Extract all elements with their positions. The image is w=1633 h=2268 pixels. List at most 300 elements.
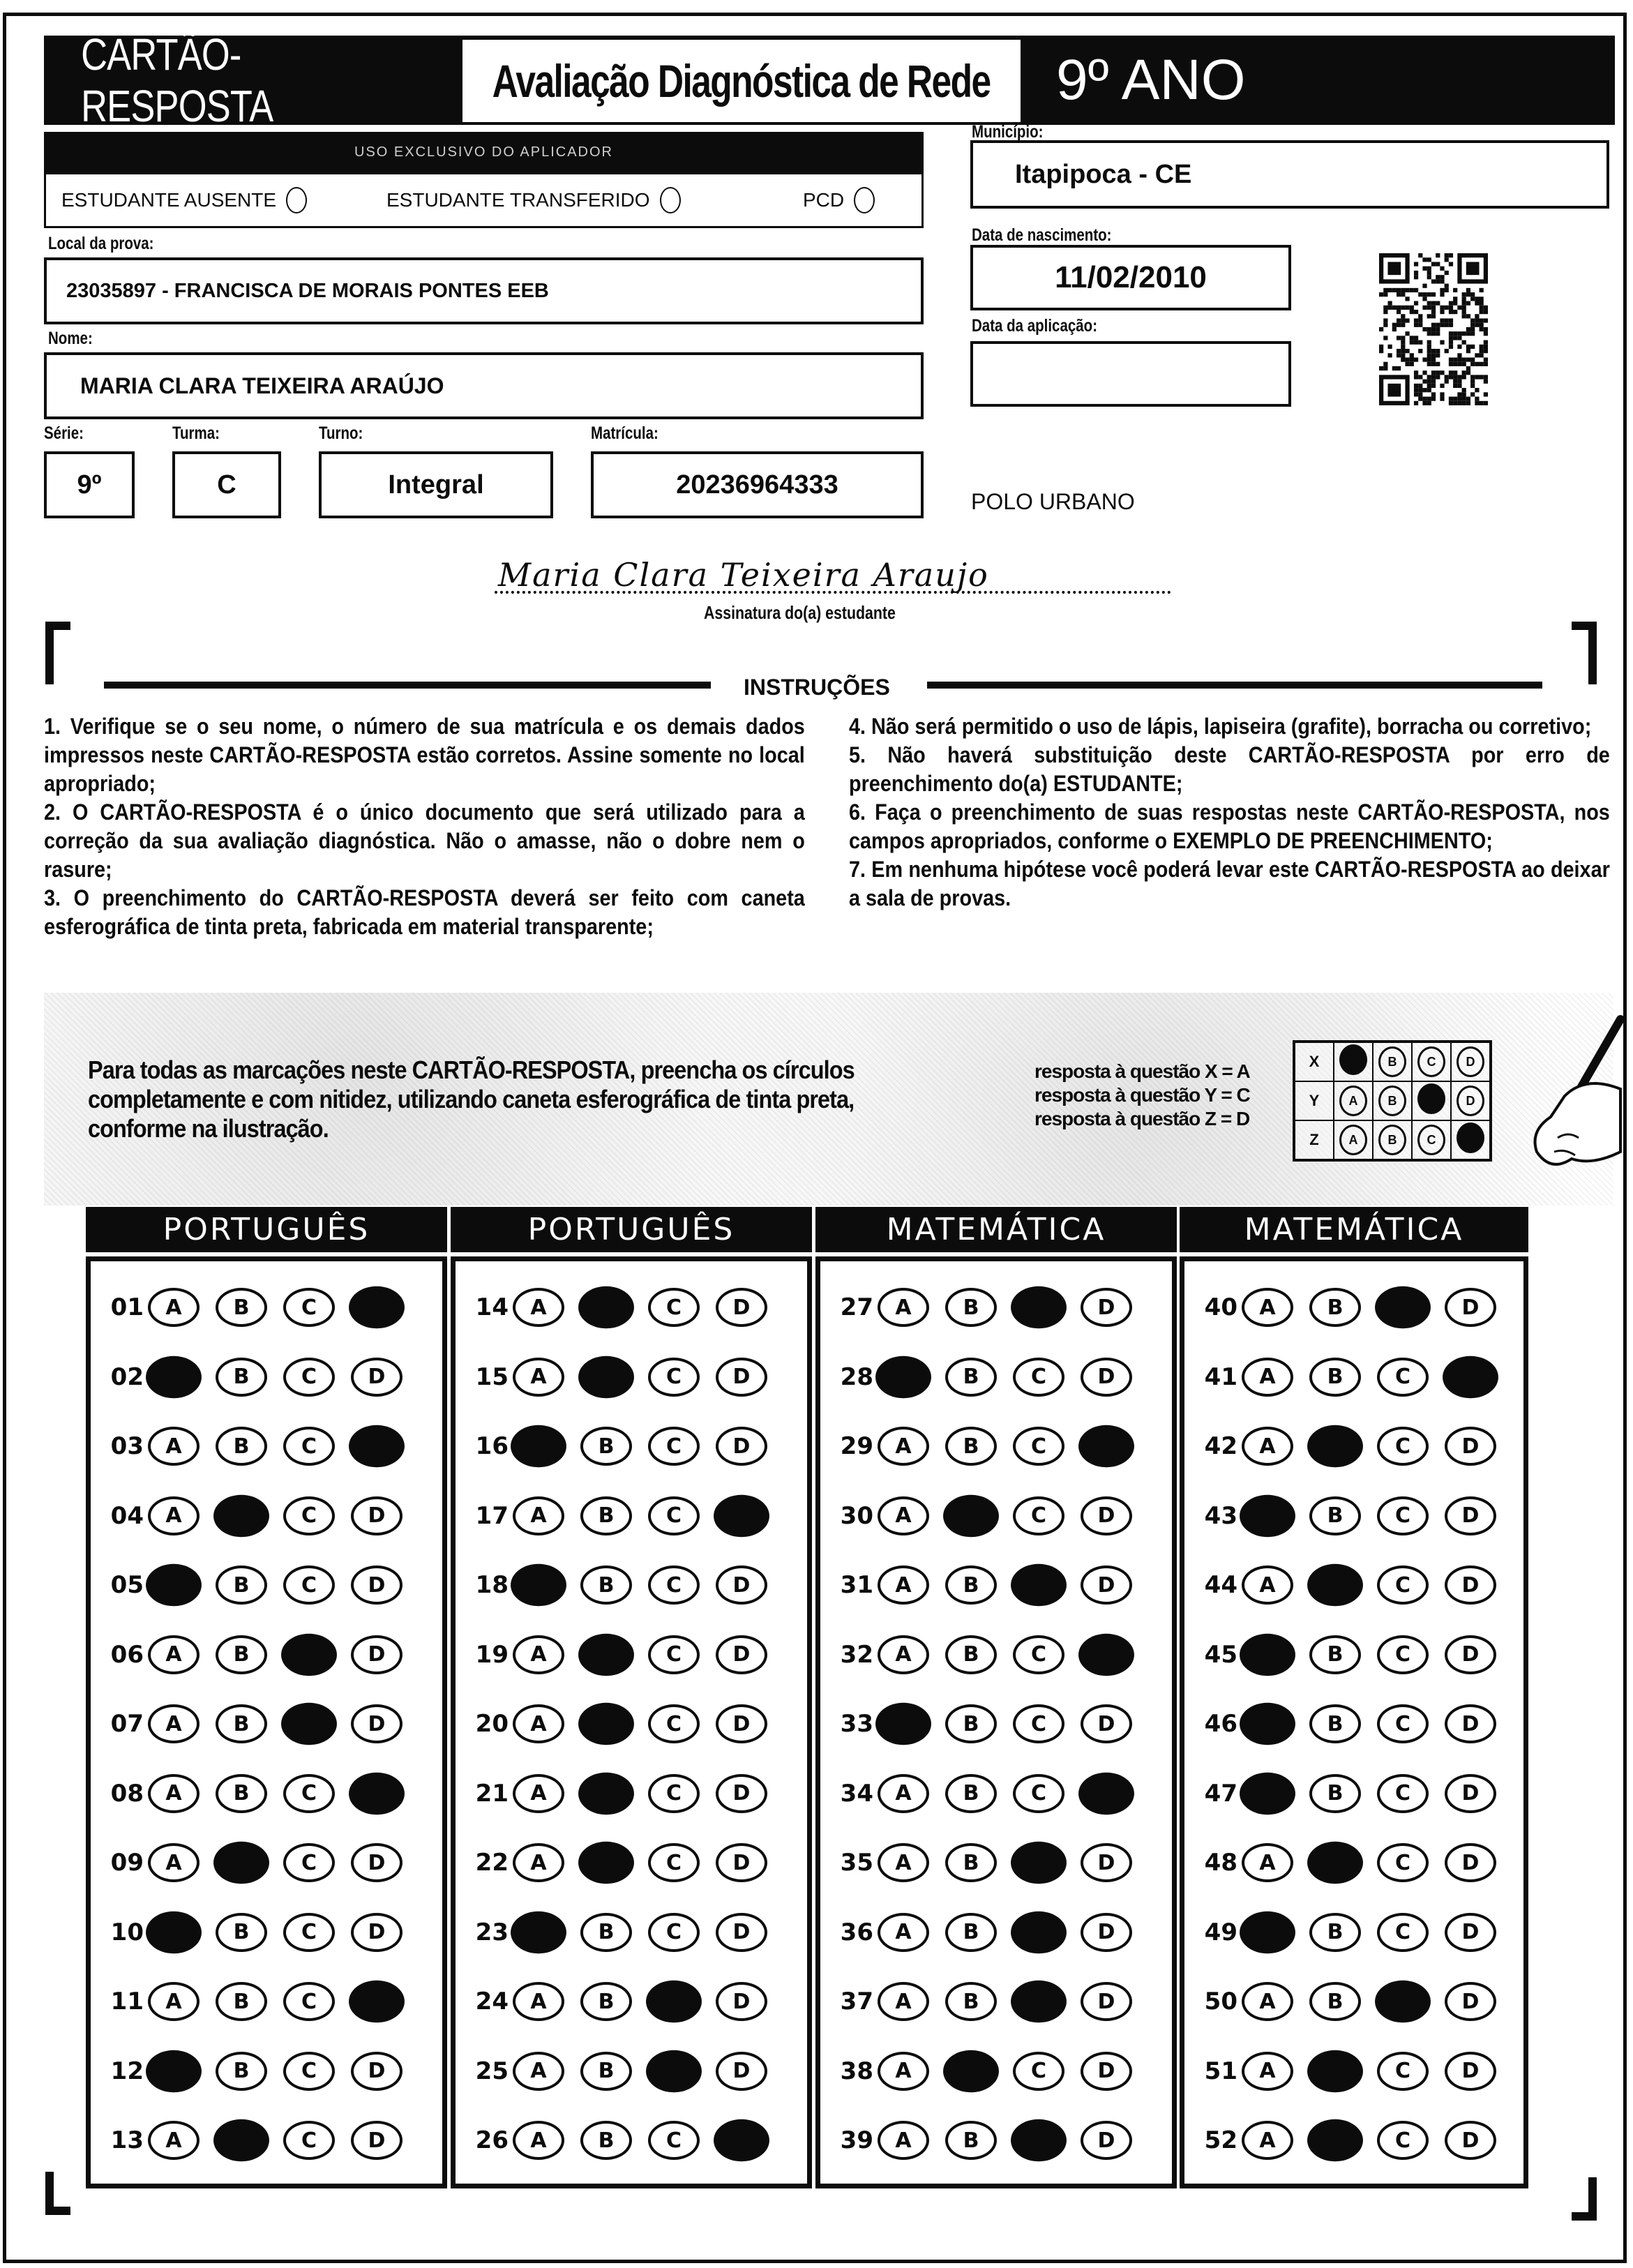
answer-bubble-d[interactable]: D	[351, 1358, 402, 1397]
answer-bubble-b[interactable]	[1307, 1564, 1363, 1606]
answer-bubble-d[interactable]: D	[716, 2052, 767, 2091]
answer-bubble-b[interactable]: B	[580, 1565, 632, 1605]
question-row	[829, 1835, 1148, 1891]
answer-bubble-d[interactable]: D	[716, 1565, 767, 1605]
answer-bubble-b[interactable]	[943, 1494, 999, 1536]
answer-bubble-a[interactable]: A	[1242, 2052, 1293, 2091]
answer-bubble-d[interactable]: D	[1445, 1496, 1496, 1535]
question-row	[99, 1905, 419, 1960]
qr-module	[1436, 327, 1440, 331]
answer-bubble-a[interactable]	[146, 1355, 202, 1397]
answer-bubble-b[interactable]: B	[580, 1496, 632, 1535]
answer-bubble-d[interactable]: D	[716, 1843, 767, 1882]
answer-bubble-c[interactable]: C	[648, 1565, 700, 1605]
answer-bubble-a[interactable]: A	[513, 1496, 564, 1535]
answer-bubble-c[interactable]: C	[283, 1288, 335, 1327]
answer-bubble-a[interactable]: A	[878, 1565, 929, 1605]
answer-bubble-c[interactable]	[1011, 1981, 1067, 2022]
answer-bubble-c[interactable]: C	[283, 2052, 335, 2091]
qr-module	[1414, 310, 1418, 314]
answer-bubble-d[interactable]	[1078, 1425, 1134, 1467]
answer-bubble-a[interactable]: A	[513, 1358, 564, 1397]
answer-bubble-c[interactable]	[281, 1703, 337, 1745]
answer-bubble-b[interactable]: B	[945, 1704, 997, 1743]
qr-module	[1427, 388, 1431, 392]
answer-bubble-d[interactable]: D	[351, 1496, 402, 1535]
answer-bubble-b[interactable]: B	[216, 1288, 267, 1327]
answer-bubble-d[interactable]: D	[1081, 1843, 1132, 1882]
answer-bubble-a[interactable]	[1240, 1772, 1295, 1814]
answer-bubble-b[interactable]: B	[216, 1913, 267, 1952]
answer-bubble-b[interactable]: B	[216, 1774, 267, 1813]
answer-bubble-d[interactable]: D	[1081, 2121, 1132, 2160]
answer-bubble-c[interactable]: C	[1377, 1358, 1429, 1397]
answer-bubble-d[interactable]: D	[1445, 1913, 1496, 1952]
answer-bubble-a[interactable]	[511, 1425, 566, 1467]
radio-circle-icon[interactable]	[660, 187, 681, 213]
qr-module	[1466, 397, 1470, 401]
answer-bubble-d[interactable]	[349, 1286, 405, 1328]
answer-bubble-d[interactable]: D	[351, 1843, 402, 1882]
answer-bubble-a[interactable]	[1240, 1633, 1295, 1675]
answer-bubble-c[interactable]: C	[283, 1427, 335, 1466]
answer-bubble-b[interactable]: B	[945, 1427, 997, 1466]
answer-bubble-b[interactable]	[578, 1286, 634, 1328]
answer-bubble-c[interactable]: C	[1013, 1635, 1064, 1674]
answer-bubble-c[interactable]	[1011, 2119, 1067, 2161]
answer-bubble-c[interactable]	[1011, 1286, 1067, 1328]
qr-module	[1436, 275, 1440, 279]
answer-bubble-d[interactable]	[714, 1494, 769, 1536]
answer-bubble-a[interactable]: A	[878, 1982, 929, 2021]
answer-bubble-a[interactable]: A	[148, 2121, 200, 2160]
qr-module	[1418, 392, 1422, 396]
option-student-absent[interactable]	[61, 187, 307, 213]
question-number: 07	[110, 1710, 144, 1738]
answer-bubble-a[interactable]: A	[513, 2052, 564, 2091]
qr-module	[1466, 327, 1470, 331]
answer-bubble-c[interactable]: C	[1377, 2052, 1429, 2091]
answer-bubble-d[interactable]	[349, 1425, 405, 1467]
answer-bubble-a[interactable]	[511, 1911, 566, 1953]
answer-bubble-b[interactable]: B	[945, 1774, 997, 1813]
answer-bubble-a[interactable]: A	[878, 1288, 929, 1327]
answer-bubble-a[interactable]: A	[1242, 1982, 1293, 2021]
qr-module	[1422, 292, 1427, 296]
answer-bubble-d[interactable]: D	[351, 1704, 402, 1743]
question-number: 03	[110, 1432, 144, 1460]
answer-bubble-d[interactable]: D	[351, 1635, 402, 1674]
answer-bubble-d[interactable]: D	[351, 1565, 402, 1605]
question-row	[99, 1488, 419, 1544]
answer-bubble-c[interactable]: C	[1377, 2121, 1429, 2160]
question-number: 19	[475, 1640, 509, 1669]
answer-bubble-d[interactable]: D	[1081, 1704, 1132, 1743]
answer-bubble-a[interactable]: A	[1242, 1427, 1293, 1466]
answer-bubble-b[interactable]	[578, 1703, 634, 1745]
answer-bubble-b[interactable]: B	[1309, 1774, 1361, 1813]
example-question-label: Y	[1294, 1081, 1334, 1120]
question-number: 31	[840, 1571, 873, 1599]
answer-bubble-c[interactable]	[1375, 1286, 1431, 1328]
answer-bubble-d[interactable]: D	[351, 1913, 402, 1952]
answer-bubble-b[interactable]: B	[945, 1913, 997, 1952]
qr-module	[1457, 401, 1461, 405]
answer-bubble-c[interactable]: C	[648, 1635, 700, 1674]
answer-bubble-b[interactable]: B	[945, 1982, 997, 2021]
answer-bubble-a[interactable]	[875, 1703, 931, 1745]
answer-bubble-b[interactable]	[578, 1355, 634, 1397]
qr-module	[1431, 301, 1436, 306]
answer-bubble-b[interactable]: B	[945, 1635, 997, 1674]
answer-bubble-c[interactable]: C	[648, 1704, 700, 1743]
answer-bubble-c[interactable]: C	[283, 1913, 335, 1952]
answer-bubble-c[interactable]: C	[1377, 1635, 1429, 1674]
qr-module	[1475, 301, 1479, 306]
qr-module	[1457, 357, 1461, 361]
answer-bubble-c[interactable]: C	[1377, 1496, 1429, 1535]
instructions-left	[44, 712, 804, 941]
answer-bubble-a[interactable]: A	[513, 1843, 564, 1882]
answer-bubble-d[interactable]: D	[716, 1982, 767, 2021]
qr-module	[1462, 314, 1466, 318]
qr-module	[1449, 357, 1453, 361]
answer-bubble-a[interactable]: A	[1242, 1358, 1293, 1397]
answer-bubble-d[interactable]	[1078, 1772, 1134, 1814]
answer-bubble-c[interactable]: C	[1377, 1774, 1429, 1813]
answer-bubble-a[interactable]: A	[878, 1774, 929, 1813]
qr-module	[1431, 380, 1436, 384]
answer-bubble-c[interactable]: C	[648, 2121, 700, 2160]
answer-bubble-b[interactable]: B	[216, 1565, 267, 1605]
answer-bubble-a[interactable]	[875, 1355, 931, 1397]
qr-module	[1427, 380, 1431, 384]
qr-module	[1470, 292, 1475, 296]
answer-bubble-d[interactable]: D	[716, 1288, 767, 1327]
answer-bubble-b[interactable]: B	[945, 1288, 997, 1327]
grade-title: 9º ANO	[1056, 48, 1246, 112]
answer-bubble-c[interactable]	[1011, 1842, 1067, 1884]
qr-module	[1457, 345, 1461, 349]
answer-bubble-c[interactable]: C	[283, 2121, 335, 2160]
answer-bubble-a[interactable]: A	[1242, 1565, 1293, 1605]
qr-module	[1397, 310, 1401, 314]
section-header: PORTUGUÊS	[451, 1207, 812, 1252]
qr-module	[1440, 310, 1444, 314]
answer-bubble-c[interactable]: C	[648, 1358, 700, 1397]
answer-bubble-d[interactable]: D	[1081, 1496, 1132, 1535]
answer-bubble-d[interactable]: D	[1081, 1913, 1132, 1952]
turno-label: Turno:	[319, 423, 363, 443]
answer-bubble-c[interactable]: C	[1013, 1358, 1064, 1397]
answer-bubble-d[interactable]: D	[716, 1358, 767, 1397]
answer-bubble-b[interactable]: B	[216, 2052, 267, 2091]
answer-bubble-d[interactable]: D	[351, 2052, 402, 2091]
answer-bubble-b[interactable]: B	[580, 1913, 632, 1952]
answer-bubble-a[interactable]: A	[148, 1982, 200, 2021]
question-number: 05	[110, 1571, 144, 1599]
answer-bubble-b[interactable]	[213, 2119, 269, 2161]
instructions-title: INSTRUÇÕES	[744, 675, 890, 700]
answer-bubble-b[interactable]	[1307, 2119, 1363, 2161]
answer-bubble-d[interactable]: D	[1081, 1288, 1132, 1327]
question-number: 38	[840, 2057, 873, 2085]
answer-bubble-c[interactable]: C	[283, 1774, 335, 1813]
answer-bubble-d[interactable]	[349, 1772, 405, 1814]
hand-with-pen-icon	[1516, 1012, 1627, 1180]
answer-bubble-c[interactable]: C	[1377, 1427, 1429, 1466]
answer-bubble-b[interactable]	[943, 2050, 999, 2091]
answer-bubble-a[interactable]: A	[878, 1843, 929, 1882]
answer-bubble-b[interactable]: B	[216, 1635, 267, 1674]
answer-bubble-b[interactable]	[213, 1494, 269, 1536]
qr-module	[1484, 375, 1488, 379]
answer-bubble-b[interactable]: B	[1309, 1635, 1361, 1674]
answer-bubble-a[interactable]: A	[148, 1288, 200, 1327]
qr-module	[1410, 353, 1414, 357]
qr-module	[1445, 375, 1449, 379]
example-bubble-c: C	[1417, 1046, 1445, 1077]
answer-bubble-d[interactable]: D	[1445, 1635, 1496, 1674]
answer-bubble-b[interactable]: B	[216, 1704, 267, 1743]
answer-bubble-d[interactable]: D	[1081, 1565, 1132, 1605]
qr-module	[1422, 388, 1427, 392]
qr-module	[1436, 323, 1440, 327]
answer-bubble-b[interactable]: B	[945, 1843, 997, 1882]
answer-bubble-a[interactable]: A	[878, 1913, 929, 1952]
answer-bubble-b[interactable]: B	[216, 1358, 267, 1397]
qr-module	[1445, 288, 1449, 292]
answer-bubble-b[interactable]: B	[580, 2121, 632, 2160]
qr-module	[1401, 318, 1405, 322]
answer-bubble-a[interactable]: A	[148, 1704, 200, 1743]
answer-bubble-d[interactable]: D	[716, 1704, 767, 1743]
answer-bubble-d[interactable]: D	[1445, 1704, 1496, 1743]
answer-bubble-a[interactable]: A	[148, 1427, 200, 1466]
answer-bubble-a[interactable]	[146, 1911, 202, 1953]
answer-bubble-a[interactable]	[1240, 1911, 1295, 1953]
answer-bubble-d[interactable]: D	[1445, 2052, 1496, 2091]
answer-bubble-d[interactable]	[714, 2119, 769, 2161]
answer-bubble-a[interactable]: A	[148, 1635, 200, 1674]
answer-bubble-d[interactable]: D	[1081, 2052, 1132, 2091]
answer-bubble-b[interactable]: B	[1309, 1496, 1361, 1535]
answer-bubble-b[interactable]	[578, 1772, 634, 1814]
answer-bubble-c[interactable]	[1375, 1981, 1431, 2022]
answer-bubble-c[interactable]: C	[1013, 1704, 1064, 1743]
qr-module	[1480, 306, 1484, 310]
answer-bubble-d[interactable]: D	[716, 1913, 767, 1952]
answer-bubble-d[interactable]: D	[1445, 2121, 1496, 2160]
answer-bubble-b[interactable]	[578, 1842, 634, 1884]
question-row	[829, 1418, 1148, 1474]
answer-bubble-a[interactable]: A	[513, 1635, 564, 1674]
answer-bubble-c[interactable]: C	[648, 1288, 700, 1327]
qr-module	[1422, 397, 1427, 401]
qr-module	[1387, 306, 1392, 310]
answer-bubble-c[interactable]	[1011, 1911, 1067, 1953]
radio-circle-icon[interactable]	[286, 187, 307, 213]
qr-module	[1470, 345, 1475, 349]
example-bubble-a: A	[1339, 1086, 1367, 1116]
answer-bubble-a[interactable]: A	[1242, 2121, 1293, 2160]
answer-bubble-a[interactable]: A	[1242, 1288, 1293, 1327]
qr-module	[1427, 301, 1431, 306]
answer-bubble-d[interactable]	[1078, 1633, 1134, 1675]
answer-bubble-d[interactable]: D	[351, 2121, 402, 2160]
legend-line: resposta à questão Z = D	[1034, 1108, 1250, 1129]
answer-bubble-d[interactable]: D	[1081, 1982, 1132, 2021]
answer-bubble-b[interactable]: B	[580, 1427, 632, 1466]
aplicacao-field	[970, 341, 1291, 407]
question-number: 51	[1204, 2057, 1237, 2085]
answer-bubble-b[interactable]	[1307, 1842, 1363, 1884]
option-pcd[interactable]	[803, 187, 875, 213]
answer-bubble-c[interactable]: C	[1377, 1913, 1429, 1952]
signature-caption: Assinatura do(a) estudante	[704, 602, 896, 623]
answer-bubble-b[interactable]	[1307, 2050, 1363, 2091]
question-row	[1193, 1349, 1512, 1405]
answer-bubble-c[interactable]: C	[283, 1565, 335, 1605]
answer-bubble-a[interactable]: A	[148, 1774, 200, 1813]
answer-bubble-d[interactable]: D	[1445, 1774, 1496, 1813]
answer-bubble-d[interactable]: D	[716, 1427, 767, 1466]
answer-bubble-b[interactable]: B	[945, 1358, 997, 1397]
answer-bubble-b[interactable]: B	[1309, 1982, 1361, 2021]
answer-bubble-c[interactable]: C	[283, 1496, 335, 1535]
answer-bubble-b[interactable]: B	[1309, 1704, 1361, 1743]
answer-bubble-c[interactable]: C	[648, 1774, 700, 1813]
answer-bubble-a[interactable]	[146, 2050, 202, 2091]
qr-module	[1418, 375, 1422, 379]
answer-bubble-b[interactable]: B	[1309, 1358, 1361, 1397]
instruction-item: 7. Em nenhuma hipótese você poderá levar este CARTÃO-RESPOSTA ao deixar a sala de provas.	[849, 857, 1610, 910]
answer-bubble-c[interactable]: C	[1013, 1774, 1064, 1813]
answer-bubble-d[interactable]: D	[1445, 1843, 1496, 1882]
answer-bubble-a[interactable]: A	[513, 1704, 564, 1743]
answer-bubble-b[interactable]: B	[1309, 1288, 1361, 1327]
answer-bubble-a[interactable]: A	[513, 2121, 564, 2160]
answer-bubble-a[interactable]	[1240, 1703, 1295, 1745]
question-number: 16	[475, 1432, 509, 1460]
answer-bubble-d[interactable]	[349, 1981, 405, 2022]
qr-module	[1453, 370, 1457, 375]
question-number: 48	[1204, 1849, 1237, 1877]
answer-bubble-c[interactable]: C	[1377, 1565, 1429, 1605]
answer-bubble-b[interactable]: B	[216, 1427, 267, 1466]
question-row	[99, 1418, 419, 1474]
answer-bubble-a[interactable]: A	[148, 1496, 200, 1535]
answer-bubble-b[interactable]: B	[945, 2121, 997, 2160]
answer-bubble-d[interactable]: D	[1445, 1288, 1496, 1327]
corner-mark-top-right	[1588, 622, 1597, 684]
qr-module	[1462, 310, 1466, 314]
answer-bubble-b[interactable]	[1307, 1425, 1363, 1467]
answer-bubble-d[interactable]: D	[716, 1635, 767, 1674]
answer-bubble-b[interactable]: B	[580, 2052, 632, 2091]
answer-bubble-d[interactable]: D	[1445, 1565, 1496, 1605]
answer-bubble-b[interactable]	[578, 1633, 634, 1675]
qr-module	[1422, 306, 1427, 310]
answer-bubble-a[interactable]: A	[513, 1982, 564, 2021]
qr-module	[1436, 353, 1440, 357]
qr-module	[1422, 380, 1427, 384]
question-number: 52	[1204, 2126, 1237, 2154]
qr-module	[1466, 301, 1470, 306]
answer-bubble-c[interactable]: C	[283, 1843, 335, 1882]
qr-module	[1427, 292, 1431, 296]
answer-bubble-c[interactable]: C	[1013, 1427, 1064, 1466]
answer-bubble-b[interactable]: B	[945, 1565, 997, 1605]
answer-bubble-a[interactable]	[511, 1564, 566, 1606]
answer-bubble-c[interactable]: C	[648, 1913, 700, 1952]
answer-bubble-b[interactable]: B	[216, 1982, 267, 2021]
radio-circle-icon[interactable]	[854, 187, 875, 213]
answer-bubble-c[interactable]	[1011, 1564, 1067, 1606]
qr-module	[1414, 375, 1418, 379]
answer-bubble-a[interactable]: A	[878, 1496, 929, 1535]
answer-bubble-b[interactable]	[213, 1842, 269, 1884]
qr-module	[1445, 349, 1449, 353]
answer-bubble-d[interactable]	[1443, 1355, 1498, 1397]
qr-module	[1427, 362, 1431, 366]
answer-bubble-b[interactable]: B	[1309, 1913, 1361, 1952]
qr-module	[1457, 375, 1461, 379]
qr-module	[1453, 401, 1457, 405]
option-student-transferred[interactable]	[386, 187, 681, 213]
qr-module	[1466, 357, 1470, 361]
answer-bubble-d[interactable]: D	[1445, 1427, 1496, 1466]
answer-bubble-a[interactable]	[146, 1564, 202, 1606]
answer-bubble-c[interactable]: C	[283, 1358, 335, 1397]
answer-bubble-c[interactable]: C	[648, 1843, 700, 1882]
answer-bubble-a[interactable]: A	[513, 1288, 564, 1327]
qr-module	[1470, 362, 1475, 366]
question-row	[464, 1905, 783, 1960]
question-number: 35	[840, 1849, 873, 1877]
answer-bubble-a[interactable]: A	[148, 1843, 200, 1882]
answer-bubble-c[interactable]	[646, 2050, 702, 2091]
answer-bubble-a[interactable]: A	[878, 2121, 929, 2160]
answer-bubble-c[interactable]: C	[1377, 1843, 1429, 1882]
answer-bubble-c[interactable]: C	[1013, 1496, 1064, 1535]
answer-bubble-a[interactable]: A	[513, 1774, 564, 1813]
answer-bubble-b[interactable]: B	[580, 1982, 632, 2021]
answer-bubble-d[interactable]: D	[1445, 1982, 1496, 2021]
question-number: 32	[840, 1640, 873, 1669]
answer-bubble-c[interactable]: C	[1013, 2052, 1064, 2091]
question-row	[464, 1627, 783, 1683]
answer-bubble-d[interactable]: D	[716, 1774, 767, 1813]
example-cell	[1373, 1081, 1412, 1120]
answer-bubble-a[interactable]: A	[1242, 1843, 1293, 1882]
answer-bubble-a[interactable]	[1240, 1494, 1295, 1536]
matricula-value: 20236964333	[676, 470, 838, 500]
answer-bubble-d[interactable]: D	[1081, 1358, 1132, 1397]
qr-module	[1401, 323, 1405, 327]
answer-bubble-c[interactable]	[646, 1981, 702, 2022]
answer-bubble-c[interactable]	[281, 1633, 337, 1675]
qr-module	[1431, 310, 1436, 314]
answer-bubble-c[interactable]: C	[1377, 1704, 1429, 1743]
answer-bubble-c[interactable]: C	[648, 1427, 700, 1466]
answer-bubble-a[interactable]: A	[878, 1635, 929, 1674]
qr-module	[1397, 306, 1401, 310]
answer-bubble-c[interactable]: C	[648, 1496, 700, 1535]
answer-bubble-a[interactable]: A	[878, 2052, 929, 2091]
answer-bubble-a[interactable]: A	[878, 1427, 929, 1466]
answer-bubble-c[interactable]: C	[283, 1982, 335, 2021]
